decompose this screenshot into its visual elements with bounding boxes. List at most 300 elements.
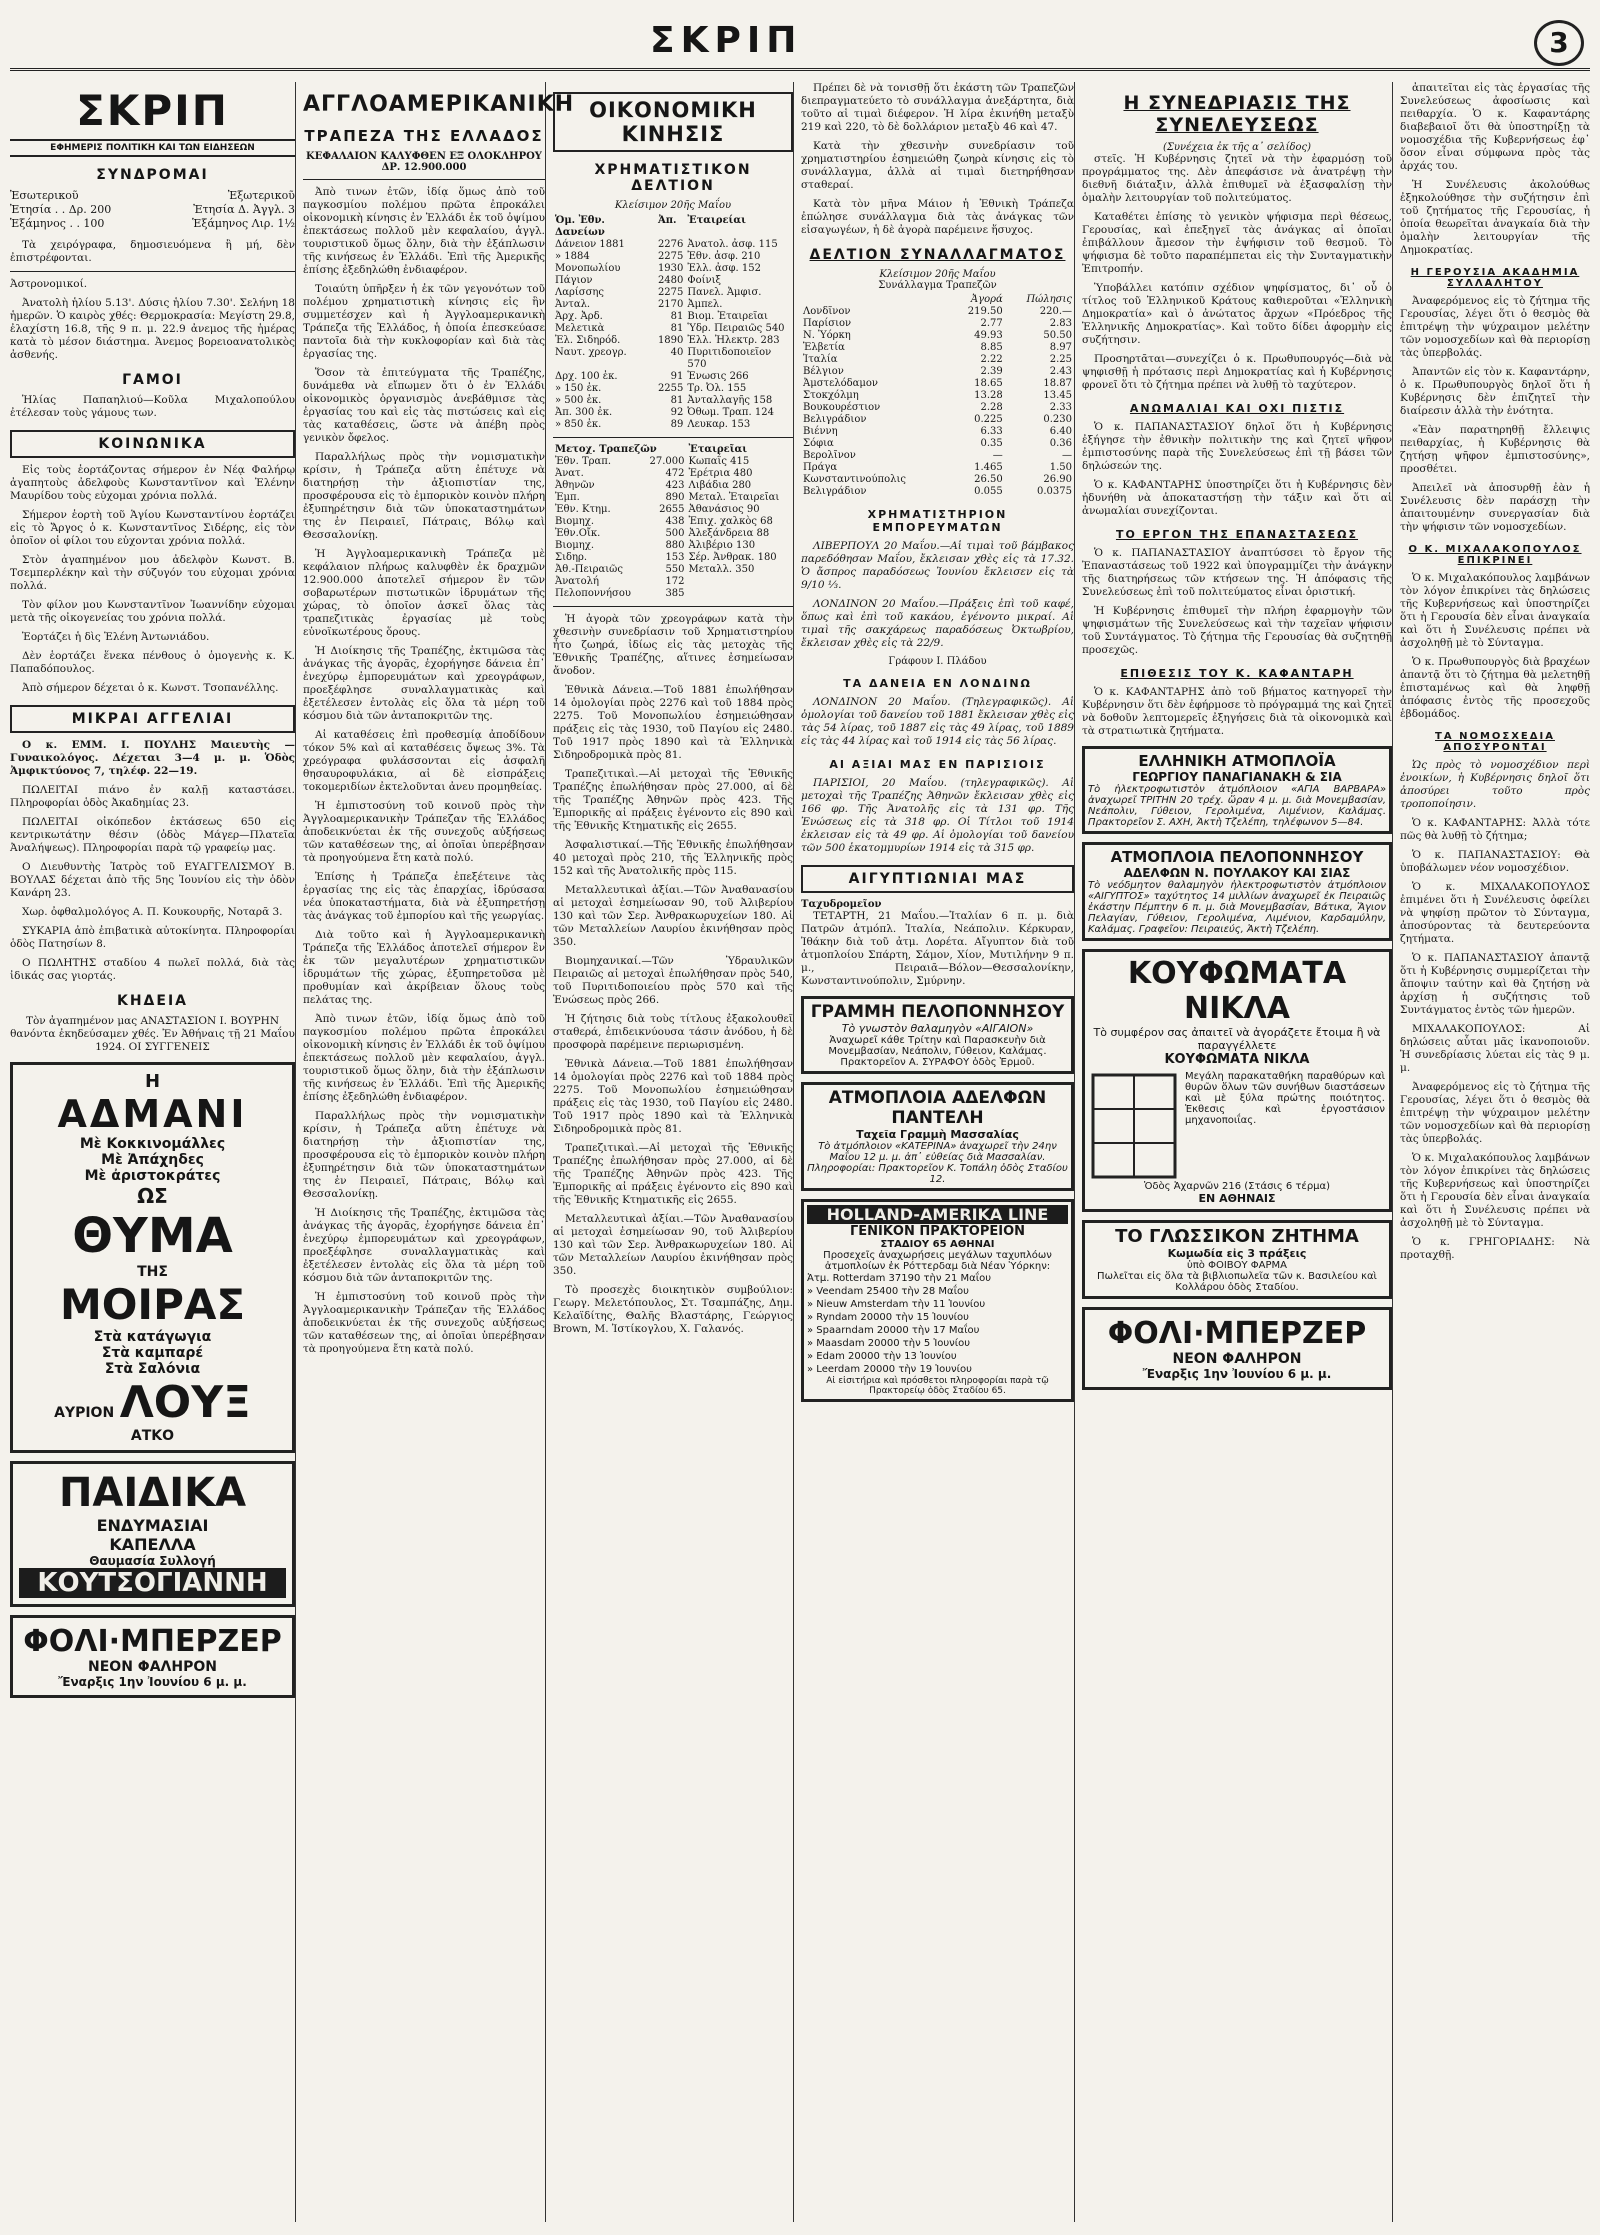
exchange-subtitle: Συνάλλαγμα Τραπεζῶν (878, 280, 997, 291)
table-cell: 385 (665, 588, 685, 599)
divider (10, 271, 295, 272)
masthead: ΣΚΡΙΠ (76, 86, 229, 135)
sailing-row: Ἀτμ. Rotterdam 37190 τὴν 21 Μαΐου (807, 1273, 992, 1284)
subscription-row: Ἐτησία . . Δρ. 200 Ἐτησία Δ. Ἀγγλ. 3 (10, 203, 295, 216)
exchange-row (801, 378, 1074, 390)
bulletin-title: ΧΡΗΜΑΤΙΣΤΙΚΟΝ ΔΕΛΤΙΟΝ (594, 162, 752, 194)
table-cell: Ναυτ. χρεογρ. (555, 347, 627, 358)
exchange-paragraph: Κατὰ τὸν μῆνα Μάιον ἡ Ἐθνικὴ Τράπεζα ἐπώλησε συνάλλαγμα διὰ τὰς ἀνάγκας τῶν εἰσαγωγέων, ἡ δὲ ἀγορὰ παρέμεινε ἥσυχος. (801, 198, 1074, 236)
table-cell: 8.97 (1049, 342, 1072, 353)
social-paragraph: Τὸν φίλον μου Κωνσταντῖνον Ἰωαννίδην εὐχομαι μετὰ τῆς οἰκογενείας του χρόνια πολλά. (10, 599, 295, 624)
exchange-row (801, 366, 1074, 378)
assembly-paragraph: Ὁ κ. ΚΑΦΑΝΤΑΡΗΣ: Ἀλλὰ τότε πῶς θὰ λυθῇ τὸ ζήτημα; (1400, 817, 1590, 842)
table-cell: 2.25 (1049, 354, 1072, 365)
market-paragraph: Ἀσφαλιστικαί.—Τῆς Ἐθνικῆς ἐπωλήθησαν 40 μετοχαὶ πρὸς 210, τῆς Ἑλληνικῆς πρὸς 152 καὶ τῆς Ἀνατολικῆς πρὸς 115. (553, 839, 793, 877)
assembly-paragraph: Ὁ κ. Πρωθυπουργὸς διὰ βραχέων ἀπαντᾷ ὅτι τὸ ζήτημα θὰ μελετηθῇ ἐπισταμένως καὶ θὰ ληφθῇ ἀπόφασις ἐντὸς τῆς προσεχοῦς ἑβδομάδος. (1400, 656, 1590, 720)
table-cell: Μεταλ. Ἐταιρεῖαι (688, 492, 780, 503)
bank-stock-row (553, 552, 793, 564)
table-cell: 2276 (657, 239, 684, 250)
assembly-paragraph: Ἡ Κυβέρνησις ἐπιθυμεῖ τὴν πλήρη ἐφαρμογὴν τῶν ψηφισμάτων τῆς Συνελεύσεως καὶ τὴν ταχεῖαν ψήφισιν τοῦ Συντάγματος. Τὸ ζήτημα τῆς Γερουσίας θὰ συζητηθῇ προσεχῶς. (1082, 605, 1392, 656)
marriages-title: ΓΑΜΟΙ (122, 372, 183, 388)
assembly-paragraph: ἀπαιτεῖται εἰς τὰς ἐργασίας τῆς Συνελεύσεως ἀφοσίωσις καὶ πειθαρχία. Ὁ κ. Καφαντάρης διαβεβαιοῖ ὅτι θὰ ὑποστηρίξῃ τὰ νομοσχέδια τῆς Κυβερνήσεως ἐφ᾽ ὅσον εἶναι σύμφωνα πρὸς τὰς ἀρχάς του. (1400, 82, 1590, 172)
table-cell: 500 (665, 528, 685, 539)
bank-stock-row (553, 516, 793, 528)
table-cell: Βιομ. Ἐταιρεῖαι (687, 311, 768, 322)
continued-note: (Συνέχεια ἐκ τῆς α᾽ σελίδος) (1162, 142, 1312, 153)
social-paragraph: Ἀπὸ σήμερον δέχεται ὁ κ. Κωνστ. Τσοπανέλλης. (22, 682, 279, 694)
table-cell: 92 (670, 407, 684, 418)
column-6 (1400, 82, 1590, 2222)
holland-america-ad: HOLLAND-AMERIKA LINE ΓΕΝΙΚΟΝ ΠΡΑΚΤΟΡΕΙΟΝ ΣΤΑΔΙΟΥ 65 ΑΘΗΝΑΙ Προσεχεῖς ἀναχωρήσεις μεγάλων ταχυπλόων ἀτμοπλοίων ἐκ Ρόττερδαμ διὰ Νέαν Ὑόρκην: Ἀτμ. Rotterdam 37190 τὴν 21 Μαΐου » Veendam 25400 τὴν 28 Μαΐου » Nieuw Amsterdam τὴν 11 Ἰουνίου » Ryndam 20000 τὴν 15 Ἰουνίου » Spaarndam 20000 τὴν 17 Μαΐου » Maasdam 20000 τὴν 5 Ἰουνίου » Edam 20000 τὴν 13 Ἰουνίου » Leerdam 20000 τὴν 19 Ἰουνίου Αἱ εἰσιτήρια καὶ πρόσθετοι πληροφορίαι παρὰ τῷ Πρακτορείῳ ὁδὸς Σταδίου 65. (801, 1199, 1074, 1402)
exchange-row (801, 306, 1074, 318)
assembly-paragraph: ΜΙΧΑΛΑΚΟΠΟΥΛΟΣ: Αἱ δηλώσεις αὗται μᾶς ἱκανοποιοῦν. Ἡ συνεδρίασις λύεται εἰς τὰς 9 μ. μ. (1400, 1023, 1590, 1074)
market-paragraph: Βιομηχανικαί.—Τῶν Ὑδραυλικῶν Πειραιῶς αἱ μετοχαὶ ἐπωλήθησαν πρὸς 540, τοῦ Πυριτιδοποιείου πρὸς 570 καὶ τῆς Ἑνώσεως πρὸς 266. (553, 955, 793, 1006)
loan-row (553, 323, 793, 335)
table-cell: 1.50 (1049, 462, 1072, 473)
divider (553, 437, 793, 438)
table-cell: 890 (665, 492, 685, 503)
table-cell: 0.35 (980, 438, 1003, 449)
table-cell: 81 (670, 323, 684, 334)
market-paragraph: Τραπεζιτικαὶ.—Αἱ μετοχαὶ τῆς Ἐθνικῆς Τραπέζης ἐπωλήθησαν πρὸς 27.000, αἱ δὲ τῆς Τραπέζης Ἀθηνῶν πρὸς 423. Τῆς Ἐμπορικῆς αἱ πράξεις ἐγένοντο εἰς 890 καὶ τῆς Ἐθνικῆς Κτηματικῆς εἰς 2655. (553, 1142, 793, 1206)
table-cell: Στοκχόλμη (803, 390, 859, 401)
table-cell: Ἑλβετία (803, 342, 845, 353)
assembly-paragraph: Ὁ κ. ΠΑΠΑΝΑΣΤΑΣΙΟΥ: Θὰ ὑποβάλωμεν νέον νομοσχέδιον. (1400, 849, 1590, 874)
funeral-title: ΚΗΔΕΙΑ (116, 993, 188, 1009)
social-paragraph: Σήμερον ἑορτὴ τοῦ Ἁγίου Κωνσταντίνου ἑορτάζει εἰς τὸ Ἄργος ὁ κ. Κωνσταντῖνος Σιδέρης, εἰς τὸν ὁποῖον οἱ φίλοι του εὐχονται χρόνια πολλά. (10, 509, 295, 547)
social-paragraph: Ἑορτάζει ἡ δὶς Ἑλένη Ἀντωνιάδου. (22, 631, 210, 643)
table-cell: 50.50 (1043, 330, 1072, 341)
market-paragraph: Μεταλλευτικαὶ ἀξίαι.—Τῶν Ἀναθανασίου αἱ μετοχαὶ ἐσημείωσαν 90, τοῦ Ἀλιβερίου 130 καὶ τῶν Σερ. Ἀνθρακωρυχείων 180. Αἱ τῶν Μεταλλείων Λαυρίου ἐκινήθησαν πρὸς 350. (553, 1213, 793, 1277)
assembly-paragraph: στεῖς. Ἡ Κυβέρνησις ζητεῖ νὰ τὴν ἐφαρμόσῃ τοῦ προγράμματος της. Δὲν ἀπεφάσισε νὰ ἀνατρέψῃ τὴν διεθνῆ διάταξιν, ἀλλὰ ἐπιθυμεῖ νὰ ἐξασφαλίσῃ τὴν ὁμαλὴν λειτουργίαν τοῦ πολιτεύματος. (1082, 153, 1392, 204)
column-5 (1082, 82, 1393, 2222)
table-cell: Ἐπιχ. χαλκὸς 68 (688, 516, 773, 527)
table-cell: Ἀνατ. (555, 468, 584, 479)
weather-label: Ἀστρονομικοί. (10, 278, 88, 290)
commodities-paragraph: ΛΙΒΕΡΠΟΥΛ 20 Μαΐου.—Αἱ τιμαὶ τοῦ βάμβακος παρεδόθησαν Μαΐου, ἔκλεισαν χθὲς εἰς τὰ 17.32. Ὁ ἄσπρος παραδόσεως Ἰουνίου ἔκλεισεν εἰς τὰ 9/10 ⅓. (801, 540, 1074, 591)
assembly-paragraph: Ἀναφερόμενος εἰς τὸ ζήτημα τῆς Γερουσίας, λέγει ὅτι ὁ θεσμὸς θὰ ἐπιτρέψῃ τὴν ψύχραιμον μελέτην τῶν νομοσχεδίων καὶ θὰ περιορίσῃ τὰς ὑπερβολάς. (1400, 295, 1590, 359)
commodities-title: ΧΡΗΜΑΤΙΣΤΗΡΙΟΝ ΕΜΠΟΡΕΥΜΑΤΩΝ (867, 508, 1008, 534)
sailing-row: » Spaarndam 20000 τὴν 17 Μαΐου (807, 1325, 980, 1336)
bank-paragraph: Ἡ ἐμπιστοσύνη τοῦ κοινοῦ πρὸς τὴν Ἀγγλοαμερικανικὴν Τράπεζαν τῆς Ἑλλάδος ἀποδεικνύεται ἐκ τῆς συνεχοῦς αὐξήσεως τῶν καταθέσεων της, αἱ ὁποῖαι ὑπερέβησαν τὰ προηγούμενα ἔτη κατὰ πολύ. (303, 1291, 545, 1355)
table-cell: Ἀνταλ. (555, 299, 591, 310)
table-cell: Ἐθν.Οἴκ. (555, 528, 601, 539)
table-cell: Βουκουρέστιον (803, 402, 881, 413)
exchange-row (801, 342, 1074, 354)
loan-row (553, 419, 793, 431)
table-cell: Παρίσιον (803, 318, 852, 329)
table-cell: » 1884 (555, 251, 590, 262)
table-cell: Δάνειον 1881 (555, 239, 625, 250)
table-cell: Λιβάδια 280 (688, 480, 752, 491)
subscriptions-title: ΣΥΝΔΡΟΜΑΙ (96, 167, 209, 183)
table-cell: Ἀθανάσιος 90 (688, 504, 760, 515)
divider (303, 179, 545, 180)
bank-stock-row (553, 504, 793, 516)
divider (553, 606, 793, 607)
sailing-row: » Maasdam 20000 τὴν 5 Ἰουνίου (807, 1338, 971, 1349)
assembly-paragraph: Ὁ κ. Μιχαλακόπουλος λαμβάνων τὸν λόγον ἐπικρίνει τὰς δηλώσεις τῆς Κυβερνήσεως καὶ ὑποστηρίζει ὅτι ἡ Γερουσία δὲν εἶναι ἀναγκαία καὶ ὅτι ἡ Συνέλευσις πρέπει νὰ ἀσχοληθῇ μὲ τὸ Σύνταγμα. (1400, 572, 1590, 649)
commodities-paragraph: ΛΟΝΔΙΝΟΝ 20 Μαΐου.—Πράξεις ἐπὶ τοῦ καφέ, ὅπως καὶ ἐπὶ τοῦ κακάου, ἐγένοντο μικραί. Αἱ τιμαὶ τῆς σακχάρεως παραδόσεως Ὀκτωβρίου, ἔκλεισαν χθὲς εἰς τὰ 22/9. (801, 598, 1074, 649)
header-paper-name: ΣΚΡΙΠ (650, 20, 803, 61)
assembly-title: Η ΣΥΝΕΔΡΙΑΣΙΣ ΤΗΣ ΣΥΝΕΛΕΥΣΕΩΣ (1123, 92, 1351, 136)
assembly-paragraph: Ὁ κ. ΜΙΧΑΛΑΚΟΠΟΥΛΟΣ ἐπιμένει ὅτι ἡ Συνέλευσις ὀφείλει νὰ ψηφίσῃ πρῶτον τὸ Σύνταγμα, ἀποσύροντας τὰ δευτερεύοντα ζητήματα. (1400, 881, 1590, 945)
loan-row (553, 287, 793, 299)
loan-row (553, 371, 793, 383)
bank-stock-row (553, 564, 793, 576)
table-cell: 2.83 (1049, 318, 1072, 329)
table-cell: Ἀνταλλαγῆς 158 (687, 395, 773, 406)
table-cell: 18.65 (974, 378, 1003, 389)
small-ad: Ο ΠΩΛΗΤΗΣ σταδίου 4 πωλεῖ πολλά, διὰ τὰς ἰδικάς σας γιορτάς. (10, 957, 295, 982)
panagianakis-shipping-ad: ΕΛΛΗΝΙΚΗ ΑΤΜΟΠΛΟΪΑ ΓΕΩΡΓΙΟΥ ΠΑΝΑΓΙΑΝΑΚΗ & ΣΙΑ Τὸ ἠλεκτροφωτιστὸν ἀτμόπλοιον «ΑΓΙΑ ΒΑΡΒΑΡΑ» ἀναχωρεῖ ΤΡΙΤΗΝ 20 τρέχ. ὥραν 4 μ. μ. διὰ Μονεμβασίαν, Νεάπολιν, Γύθειον, Γερολιμένα, Λιμένιον, Καλάμας. Πρακτορεῖον Σ. ΑΧΗ, Ἀκτὴ Τζελέπη, τηλέφωνον 5—84. (1082, 746, 1392, 834)
table-cell: Σόφια (803, 438, 834, 449)
loans-table (553, 215, 793, 431)
bank-stock-row (553, 480, 793, 492)
subsection-title: Η ΓΕΡΟΥΣΙΑ ΑΚΑΔΗΜΙΑ ΣΥΛΛΑΛΗΤΟΥ (1410, 267, 1580, 289)
assembly-paragraph: Ὡς πρὸς τὸ νομοσχέδιον περὶ ἐνοικίων, ἡ Κυβέρνησις δηλοῖ ὅτι ἀποσύρει τοῦτο πρὸς τροποποίησιν. (1400, 759, 1590, 810)
table-cell (687, 588, 793, 600)
bank-capital: ΚΕΦΑΛΑΙΟΝ ΚΑΛΥΦΘΕΝ ΕΞ ΟΛΟΚΛΗΡΟΥ ΔΡ. 12.900.000 (306, 151, 542, 173)
london-loans-text: ΛΟΝΔΙΝΟΝ 20 Μαΐου. (Τηλεγραφικῶς). Αἱ ὁμολογίαι τοῦ δανείου τοῦ 1881 ἔκλεισαν χθὲς εἰς τὰς 54 λίρας, τοῦ 1887 εἰς τὰς 49 λίρας, τοῦ 1889 εἰς τὰς 44 λίρας καὶ τοῦ 1914 εἰς τὰς 56 λίρας. (801, 696, 1074, 747)
language-question-ad: ΤΟ ΓΛΩΣΣΙΚΟΝ ΖΗΤΗΜΑ Κωμωδία εἰς 3 πράξεις ὑπὸ ΦΟΙΒΟΥ ΦΑΡΜΑ Πωλεῖται εἰς ὅλα τὰ βιβλιοπωλεῖα τῶν κ. Βασιλείου καὶ Κολλάρου ὁδὸς Σταδίου. (1082, 1220, 1392, 1299)
table-cell: 1890 (657, 335, 684, 346)
market-paragraph: Ἡ ζήτησις διὰ τοὺς τίτλους ἐξακολουθεῖ σταθερά, ἐπιδεικνύουσα τάσιν ἀνόδου, ἡ δὲ προσφορὰ παρέμεινε περιωρισμένη. (553, 1013, 793, 1051)
exchange-row (801, 462, 1074, 474)
assembly-paragraph: Ὁ κ. ΚΑΦΑΝΤΑΡΗΣ ἀπὸ τοῦ βήματος κατηγορεῖ τὴν Κυβέρνησιν ὅτι δὲν ἐφήρμοσε τὸ πρόγραμμά της καὶ ζητεῖ νὰ δοθοῦν λεπτομερεῖς ἐξηγήσεις διὰ τὰ οἰκονομικὰ καὶ τὰ στρατιωτικὰ ζητήματα. (1082, 686, 1392, 737)
bank-stock-row (553, 528, 793, 540)
table-cell: Σέρ. Ἀνθρακ. 180 (688, 552, 777, 563)
social-paragraph: Δὲν ἑορτάζει ἕνεκα πένθους ὁ ὁμογενὴς κ. Κ. Παπαδόπουλος. (10, 650, 295, 675)
table-cell: Ἀθ.-Πειραιῶς (555, 564, 623, 575)
table-cell: Ἀλιβέριο 130 (688, 540, 756, 551)
paris-text: ΠΑΡΙΣΙΟΙ, 20 Μαΐου. (τηλεγραφικῶς). Αἱ μετοχαὶ τῆς Τραπέζης Ἀθηνῶν ἔκλεισαν χθὲς εἰς 166 φρ. Τῆς Ἀνατολῆς εἰς τὰ 131 φρ. Τῆς Ἐνώσεως εἰς τὰ 318 φρ. Οἱ Τίτλοι τοῦ 1914 ἐκλεισαν εἰς τὰ 49 φρ. Αἱ ὁμολογίαι τοῦ δανείου τῶν 500 ἑκατομμυρίων 1914 εἰς τὰ 315 φρ. (801, 777, 1074, 854)
marriages-text: Ἡλίας Παπαηλιού—Κοῦλα Μιχαλοπούλου ἐτέλεσαν τοὺς γάμους των. (10, 394, 295, 419)
bank-paragraph: Ἡ ἐμπιστοσύνη τοῦ κοινοῦ πρὸς τὴν Ἀγγλοαμερικανικὴν Τράπεζαν τῆς Ἑλλάδος ἀποδεικνύεται ἐκ τῆς συνεχοῦς αὐξήσεως τῶν καταθέσεων της, αἱ ὁποῖαι ὑπερέβησαν τὰ προηγούμενα ἔτη κατὰ πολύ. (303, 800, 545, 864)
table-cell: 2.22 (980, 354, 1003, 365)
loan-row (553, 251, 793, 263)
bank-paragraph: Διὰ τοῦτο καὶ ἡ Ἀγγλοαμερικανικὴ Τράπεζα τῆς Ἑλλάδος ἀποτελεῖ σήμερον ἓν ἐκ τῶν μεγαλυτέρων χρηματιστικῶν ἱδρυμάτων τῆς χώρας, ἐξυπηρετοῦσα μὲ προθυμίαν καὶ ἀκρίβειαν ὅλους τοὺς πελάτας της. (303, 929, 545, 1006)
table-cell: Ἀρχ. Ἀρδ. (555, 311, 603, 322)
table-cell: Λονδῖνον (803, 306, 851, 317)
paris-title: ΑΙ ΑΞΙΑΙ ΜΑΣ ΕΝ ΠΑΡΙΣΙΟΙΣ (829, 758, 1046, 771)
sailing-row: » Veendam 25400 τὴν 28 Μαΐου (807, 1286, 969, 1297)
table-cell: 472 (665, 468, 685, 479)
table-cell: Ἐθν. Κτημ. (555, 504, 611, 515)
author-line: Γράφουν Ι. Πλάδου (888, 656, 987, 667)
table-cell: Ἀμπελ. (687, 299, 723, 310)
table-cell: 13.28 (974, 390, 1003, 401)
small-ad: ΠΩΛΕΙΤΑΙ οἰκόπεδον ἐκτάσεως 650 εἰς κεντρικωτάτην θέσιν (ὁδὸς Μάγερ—Πλατεῖα Ἀναλήψεως). Πληροφορίαι παρὰ τῷ γραφείῳ μας. (10, 816, 295, 854)
nikla-frames-ad: ΚΟΥΦΩΜΑΤΑ ΝΙΚΛΑ Τὸ συμφέρον σας ἀπαιτεῖ νὰ ἀγοράζετε ἔτοιμα ἢ νὰ παραγγέλλετε ΚΟΥΦΩΜΑΤΑ ΝΙΚΛΑ Μεγάλη παρακαταθήκη παραθύρων καὶ θυρῶν ὅλων τῶν συνήθων διαστάσεων καὶ μὲ ξύλα πρώτης ποιότητος. Ἐκθεσις καὶ ἐργοστάσιον μηχανοποιΐας. Ὁδὸς Ἀχαρνῶν 216 (Στάσις 6 τέρμα) ΕΝ ΑΘΗΝΑΙΣ (1082, 949, 1392, 1212)
table-cell: 0.0375 (1037, 486, 1072, 497)
exchange-paragraph: Πρέπει δὲ νὰ τονισθῇ ὅτι ἐκάστη τῶν Τραπεζῶν διεπραγματεύετο τὸ συνάλλαγμα ἀνεξάρτητα, διὰ τοῦτο αἱ τιμαὶ διέφερον. Ἡ λίρα ἐκινήθη μεταξὺ 219 καὶ 220, τὸ δὲ δολλάριον μεταξὺ 46 καὶ 47. (801, 82, 1074, 133)
sailing-row: » Nieuw Amsterdam τὴν 11 Ἰουνίου (807, 1299, 986, 1310)
table-cell: — (1062, 450, 1072, 461)
table-cell: 26.50 (974, 474, 1003, 485)
market-paragraph: Ἐθνικὰ Δάνεια.—Τοῦ 1881 ἐπωλήθησαν 14 ὁμολογίαι πρὸς 2276 καὶ τοῦ 1884 πρὸς 2275. Τοῦ Μονοπωλίου ἐσημειώθησαν πράξεις εἰς τὰς 1930, τοῦ Παγίου εἰς 2480. Τοῦ 1917 πρὸς 1890 καὶ τὰ Ἐλληνικὰ Σιδηροδρομικὰ πρὸς 81. (553, 1058, 793, 1135)
folies-bergere-ad-2: ΦΟΛΙ·ΜΠΕΡΖΕΡ ΝΕΟΝ ΦΑΛΗΡΟΝ Ἔναρξις 1ην Ἰουνίου 6 μ. μ. (1082, 1307, 1392, 1390)
table-header-row: Μετοχ. Τραπεζῶν Ἐταιρεῖαι (555, 444, 748, 455)
table-cell: Ἑνωσις 266 (687, 371, 749, 382)
table-cell: Ἀμστελόδαμον (803, 378, 878, 389)
sailing-row: » Edam 20000 τὴν 13 Ἰουνίου (807, 1351, 957, 1362)
table-cell: 2480 (657, 275, 684, 286)
bank-paragraph: Ἐπίσης ἡ Τράπεζα ἐπεξέτεινε τὰς ἐργασίας της εἰς τὰς ἐπαρχίας, ἱδρύσασα νέα ὑποκαταστήματα, διὰ νὰ ἐξυπηρετήσῃ τὰς ἀνάγκας τοῦ ἐμπορίου καὶ τῆς γεωργίας. (303, 871, 545, 922)
table-cell: Ἰταλία (803, 354, 838, 365)
table-cell: 1930 (657, 263, 684, 274)
bank-paragraph: Ἡ Διοίκησις τῆς Τραπέζης, ἐκτιμῶσα τὰς ἀνάγκας τῆς ἀγορᾶς, ἐχορήγησε δάνεια ἐπ᾽ ἐνεχύρῳ ἐμπορευμάτων καὶ χρεογράφων, προεξέφλησε συναλλαγματικὰς καὶ ἐξετέλεσεν ἐντολὰς εἰς ὅλα τὰ μέρη τοῦ κόσμου διὰ τῶν ἀνταποκριτῶν της. (303, 1207, 545, 1284)
small-ads-title: ΜΙΚΡΑΙ ΑΓΓΕΛΙΑΙ (10, 705, 295, 733)
exchange-row (801, 486, 1074, 498)
market-paragraph: Μεταλλευτικαὶ ἀξίαι.—Τῶν Ἀναθανασίου αἱ μετοχαὶ ἐσημείωσαν 90, τοῦ Ἀλιβερίου 130 καὶ τῶν Σερ. Ἀνθρακωρυχείων 180. Αἱ τῶν Μεταλλείων Λαυρίου ἐκινήθησαν πρὸς 350. (553, 884, 793, 948)
assembly-paragraph: Ὁ κ. ΠΑΠΑΝΑΣΤΑΣΙΟΥ ἀναπτύσσει τὸ ἔργον τῆς Ἐπαναστάσεως τοῦ 1922 καὶ ὑπογραμμίζει τὴν ἀνάγκην τῆς διατηρήσεως τῶν κτήσεων της. Ἡ ἀπόφασις τῆς Συνελεύσεως ἐπὶ τοῦ πολιτεύματος εἶναι ὁριστική. (1082, 547, 1392, 598)
table-cell: 2.28 (980, 402, 1003, 413)
table-cell: 2.39 (980, 366, 1003, 377)
kids-clothing-ad: ΠΑΙΔΙΚΑ ΕΝΔΥΜΑΣΙΑΙ ΚΑΠΕΛΛΑ Θαυμασία Συλλογή ΚΟΥΤΣΟΓΙΑΝΝΗ (10, 1461, 295, 1607)
small-ad: ΠΩΛΕΙΤΑΙ πιάνο ἐν καλῇ καταστάσει. Πληροφορίαι ὁδὸς Ἀκαδημίας 23. (10, 784, 295, 809)
table-cell: Δρχ. 100 ἐκ. (555, 371, 618, 382)
bank-stock-row (553, 468, 793, 480)
exchange-table (801, 294, 1074, 498)
assembly-paragraph: Προσηρτᾶται—συνεχίζει ὁ κ. Πρωθυπουργός—διὰ νὰ ψηφισθῇ ἡ πρότασις περὶ Δημοκρατίας καὶ ἡ Κυβέρνησις φρονεῖ ὅτι τὸ ζήτημα πρέπει νὰ λυθῇ τὸ ταχύτερον. (1082, 353, 1392, 391)
table-cell: Ν. Ὑόρκη (803, 330, 851, 341)
loan-row (553, 407, 793, 419)
poulakos-shipping-ad: ΑΤΜΟΠΛΟΙΑ ΠΕΛΟΠΟΝΝΗΣΟΥ ΑΔΕΛΦΩΝ Ν. ΠΟΥΛΑΚΟΥ ΚΑΙ ΣΙΑΣ Τὸ νεόδμητον θαλαμηγὸν ἠλεκτροφωτιστὸν ἀτμόπλοιον «ΑΙΓΥΠΤΟΣ» ταχύτητος 14 μιλλίων ἀναχωρεῖ ἐκ Πειραιῶς ἑκάστην Πέμπτην 6 π. μ. διὰ Μονεμβασίαν, Βάτικα, Ἅγιον Πελαγίαν, Γύθειον, Γερολιμένα, Λιμένιον, Καρδαμύλην, Καλάμας. Γραφεῖον: Πειραιεύς, Ἀκτὴ Τζελέπη. (1082, 842, 1392, 941)
table-cell: 172 (665, 576, 685, 587)
table-cell: Βελιγράδιον (803, 414, 867, 425)
table-cell: Μονοπωλίου (555, 263, 621, 274)
market-paragraph: Ἡ ἀγορὰ τῶν χρεογράφων κατὰ τὴν χθεσινὴν συνεδρίασιν τοῦ Χρηματιστηρίου ἦτο ζωηρά, ἰδίως εἰς τὰς μετοχὰς τῆς Ἐθνικῆς Τραπέζης, αἵτινες ἐσημείωσαν ἄνοδον. (553, 613, 793, 677)
subscription-row: Ἐσωτερικοῦ Ἐξωτερικοῦ (10, 189, 295, 202)
subsection-title: Ο Κ. ΜΙΧΑΛΑΚΟΠΟΥΛΟΣ ΕΠΙΚΡΙΝΕΙ (1408, 544, 1582, 566)
bank-paragraph: Ἀπὸ τινων ἐτῶν, ἰδίᾳ ὅμως ἀπὸ τοῦ παγκοσμίου πολέμου πρῶτα ἐπροκάλει οἰκονομικὴ κίνησις ἐν Ἑλλάδι ἐκ τοῦ ὀψίμου ἐπεκτάσεως πολλοῦ μὲν κεφαλαίου, ἀγγλ. τουριστικοῦ ὅμως ὅλην, διὰ τὴν ἐξάπλωσιν τῆς κινήσεως ἐν Ἑλλάδι. Ἐπὶ τῆς Ἀμερικῆς ἐπίσης ἐξεδηλώθη ἐνδιαφέρον. (303, 186, 545, 276)
table-header-row: Ὁμ. Ἐθν. Δανείων Ἀπ. Ἐταιρείαι (555, 215, 746, 238)
loan-row (553, 395, 793, 407)
table-header-row: Ἀγορά Πώλησις (970, 294, 1072, 305)
table-cell: Φοίνιξ (687, 275, 722, 286)
table-cell: 550 (665, 564, 685, 575)
loan-row (553, 335, 793, 347)
table-cell: » 150 ἐκ. (555, 383, 602, 394)
assembly-paragraph: Ἀναφερόμενος εἰς τὸ ζήτημα τῆς Γερουσίας, λέγει ὅτι ὁ θεσμὸς θὰ ἐπιτρέψῃ τὴν ψύχραιμον μελέτην τῶν νομοσχεδίων καὶ θὰ περιορίσῃ τὰς ὑπερβολάς. (1400, 1081, 1590, 1145)
subscription-row: Ἑξάμηνος . . 100 Ἑξάμηνος Λιρ. 1½ (10, 217, 295, 230)
table-cell: 81 (670, 311, 684, 322)
table-cell: Πελοποννήσου (555, 588, 631, 599)
table-cell: 0.055 (974, 486, 1003, 497)
column-3 (553, 82, 794, 2222)
subsection-title: ΕΠΙΘΕΣΙΣ ΤΟΥ Κ. ΚΑΦΑΝΤΑΡΗ (1120, 667, 1354, 680)
table-cell: » 850 ἐκ. (555, 419, 602, 430)
page-header (10, 20, 1590, 71)
bank-paragraph: Ἡ Διοίκησις τῆς Τραπέζης, ἐκτιμῶσα τὰς ἀνάγκας τῆς ἀγορᾶς, ἐχορήγησε δάνεια ἐπ᾽ ἐνεχύρῳ ἐμπορευμάτων καὶ χρεογράφων, προεξέφλησε συναλλαγματικὰς καὶ ἐξετέλεσεν ἐντολὰς εἰς ὅλα τὰ μέρη τοῦ κόσμου διὰ τῶν ἀνταποκριτῶν της. (303, 645, 545, 722)
table-cell: 2275 (657, 251, 684, 262)
assembly-paragraph: Καταθέτει ἐπίσης τὸ γενικὸν ψήφισμα περὶ θέσεως, Γερουσίας, καὶ ἐπεξηγεῖ τὰς ἀνάγκας αἱ ὁποῖαι ἐπιβάλλουν ἄμεσον τὴν ἐψήφισιν τοῦ θεσμοῦ. Τὸ ψήφισμα δὲ τοῦτο παραπέμπεται εἰς τὴν Συνταγματικὴν Ἐπιτροπήν. (1082, 211, 1392, 275)
table-cell: Πυριτιδοποιεῖον 570 (687, 347, 772, 370)
assembly-paragraph: Ἀπειλεῖ νὰ ἀποσυρθῇ ἐὰν ἡ Συνέλευσις δὲν παράσχῃ τὴν ἀπαιτουμένην συνεργασίαν διὰ τὴν ψήφισιν τῶν νομοσχεδίων. (1400, 482, 1590, 533)
table-cell: 81 (670, 395, 684, 406)
sailing-row: » Ryndam 20000 τὴν 15 Ἰουνίου (807, 1312, 969, 1323)
exchange-title: ΔΕΛΤΙΟΝ ΣΥΝΑΛΛΑΓΜΑΤΟΣ (809, 247, 1066, 263)
loan-row (553, 383, 793, 395)
pantelis-ad: ΑΤΜΟΠΛΟΙΑ ΑΔΕΛΦΩΝ ΠΑΝΤΕΛΗ Ταχεῖα Γραμμὴ Μασσαλίας Τὸ ἀτμόπλοιον «ΚΑΤΕΡΙΝΑ» ἀναχωρεῖ τὴν 24ην Μαΐου 12 μ. μ. ἀπ᾽ εὐθείας διὰ Μασσαλίαν. Πληροφορίαι: Πρακτορεῖον Κ. Τοπάλη ὁδὸς Σταδίου 12. (801, 1082, 1074, 1191)
table-cell: Βέλγιον (803, 366, 844, 377)
table-cell: 91 (670, 371, 684, 382)
assembly-paragraph: Ὁ κ. ΠΑΠΑΝΑΣΤΑΣΙΟΥ ἀπαντᾷ ὅτι ἡ Κυβέρνησις συμμερίζεται τὴν ἄποψιν ταύτην καὶ θὰ ζητήσῃ νὰ ἀρχίσῃ ἡ συζήτησις τοῦ Συντάγματος ἐντὸς τῶν ἡμερῶν. (1400, 952, 1590, 1016)
subsection-title: ΑΝΩΜΑΛΙΑΙ ΚΑΙ ΟΧΙ ΠΙΣΤΙΣ (1129, 402, 1345, 415)
table-cell: — (992, 450, 1003, 461)
column-1 (10, 82, 296, 2222)
table-cell: Ἐθν. ἀσφ. 210 (687, 251, 761, 262)
bank-stocks-table (553, 444, 793, 600)
table-cell: 2.77 (980, 318, 1003, 329)
subsection-title: ΤΟ ΕΡΓΟΝ ΤΗΣ ΕΠΑΝΑΣΤΑΣΕΩΣ (1115, 528, 1359, 541)
small-ad: Ο Διευθυντὴς Ἰατρὸς τοῦ ΕΥΑΓΓΕΛΙΣΜΟΥ Β. ΒΟΥΛΑΣ δέχεται ἀπὸ τῆς 5ης Ἰουνίου εἰς τὴν ὁδὸν Κανάρη 23. (10, 861, 295, 899)
table-cell: Ἀνατολ. ἀσφ. 115 (687, 239, 778, 250)
table-cell: 2255 (657, 383, 684, 394)
table-cell: Ἀνατολή (555, 576, 599, 587)
exchange-paragraph: Κατὰ τὴν χθεσινὴν συνεδρίασιν τοῦ χρηματιστηρίου ἐσημειώθη ζωηρὰ κίνησις εἰς τὸ συνάλλαγμα, ἀλλὰ αἱ τιμαὶ διετηρήθησαν σταθεραί. (801, 140, 1074, 191)
table-cell: 2275 (657, 287, 684, 298)
subsection-title: ΤΑ ΝΟΜΟΣΧΕΔΙΑ ΑΠΟΣΥΡΟΝΤΑΙ (1435, 731, 1555, 753)
table-cell: 2.33 (1049, 402, 1072, 413)
bank-stock-row (553, 588, 793, 600)
table-cell: 40 (670, 347, 684, 358)
exchange-row (801, 450, 1074, 462)
loan-row (553, 263, 793, 275)
table-cell: 219.50 (967, 306, 1003, 317)
bank-paragraph: Τοιαύτη ὑπῆρξεν ἡ ἐκ τῶν γεγονότων τοῦ πολέμου χρηματιστικὴ κίνησις εἰς ἣν συμμετέσχεν καὶ ἡ Ἀγγλοαμερικανικὴ Τράπεζα τῆς Ἑλλάδος, ἡ ὁποία ἐπεσκεύασε παντοῖα διὰ τὴν κυκλοφορίαν καὶ διὰ τὰς ἐργασίας της. (303, 283, 545, 360)
london-loans-title: ΤΑ ΔΑΝΕΙΑ ΕΝ ΛΟΝΔΙΝΩ (843, 677, 1032, 690)
exchange-date: Κλείσιμον 20ῆς Μαΐου (879, 269, 996, 280)
shipping-text: ΤΕΤΑΡΤΗ, 21 Μαΐου.—Ἰταλίαν 6 π. μ. διὰ Πατρῶν ἀτμόπλ. Ἰταλία, Νεάπολιν. Κέρκυραν, Ἰθάκην διὰ τοῦ ἀτμ. Λορέτα. Αἴγυπτον διὰ τοῦ ἀτμοπλοίου Σπάρτη, Σάμον, Χίον, Μυτιλήνην 9 π. μ., Πειραιᾶ—Βόλον—Θεσσαλονίκην, Κωνσταντινούπολιν, Σμύρνην. (801, 910, 1074, 987)
small-ad: ΣΥΚΑΡΙΑ ἀπὸ ἐπιβατικὰ αὐτοκίνητα. Πληροφορίαι ὁδὸς Πατησίων 8. (10, 925, 295, 950)
folies-bergere-ad: ΦΟΛΙ·ΜΠΕΡΖΕΡ ΝΕΟΝ ΦΑΛΗΡΟΝ Ἔναρξις 1ην Ἰουνίου 6 μ. μ. (10, 1615, 295, 1698)
weather-text: Ἀνατολὴ ἡλίου 5.13'. Δύσις ἡλίου 7.30'. Σελήνη 18 ἡμερῶν. Ὁ καιρὸς χθές: Θερμοκρασία: Μεγίστη 29.8, ἐλαχίστη 16.8, τῆς 9 π. μ. 22.9 ἀνεμος τῆς ἡμέρας κατὰ τὸ μέσον διάστημα. Ἀνεμος βορειοανατολικὸς ἀσθενής. (10, 297, 295, 361)
bank-paragraph: Ὅσον τὰ ἐπιτεύγματα τῆς Τραπέζης, δυνάμεθα νὰ εἴπωμεν ὅτι ὁ ἐν Ἑλλάδι οἰκονομικὸς ὀργανισμὸς ἀνεβάθμισε τὰς ἐργασίας του καὶ εἰς τὰς πιστώσεις καὶ εἰς τὰς καταθέσεις, ὥστε νὰ ἀπέβη πρὸς γενικὸν ὄφελος. (303, 367, 545, 444)
table-cell: 880 (665, 540, 685, 551)
table-cell: 27.000 (649, 456, 685, 467)
table-cell: 0.36 (1049, 438, 1072, 449)
table-cell: Ὑδρ. Πειραιῶς 540 (687, 323, 785, 334)
column-4 (801, 82, 1075, 2222)
assembly-paragraph: Ἡ Συνέλευσις ἀκολούθως ἐξηκολούθησε τὴν συζήτησιν ἐπὶ τοῦ ζητήματος τῆς Γερουσίας, ἡ ὁποία θεωρεῖται ἀναγκαία διὰ τὴν ὁμαλὴν λειτουργίαν τῆς Δημοκρατίας. (1400, 179, 1590, 256)
table-cell: 26.90 (1043, 474, 1072, 485)
cinema-ad: Η ΑΔΜΑΝΙ Μὲ Κοκκινομάλλες Μὲ Ἀπάχηδες Μὲ ἀριστοκράτες ΩΣ ΘΥΜΑ ΤΗΣ ΜΟΙΡΑΣ Στὰ κατάγωγια Στὰ καμπαρέ Στὰ Σαλόνια ΑΥΡΙΟΝ ΛΟΥΞ ΑΤΚΟ (10, 1062, 295, 1453)
table-cell: 1.465 (974, 462, 1003, 473)
economic-section-title: ΟΙΚΟΝΟΜΙΚΗ ΚΙΝΗΣΙΣ (553, 92, 793, 152)
exchange-row (801, 426, 1074, 438)
bank-subtitle: ΤΡΑΠΕΖΑ ΤΗΣ ΕΛΛΑΔΟΣ (304, 127, 544, 145)
social-paragraph: Εἰς τοὺς ἑορτάζοντας σήμερον ἐν Νέᾳ Φαλήρῳ ἀγαπητοὺς ἀδελφοὺς Κωνσταντῖνον καὶ Ἑλένην Μαυρίδου τοὺς εὐχομαι χρόνια πολλά. (10, 464, 295, 502)
bank-stock-row (553, 576, 793, 588)
nikla-description: Μεγάλη παρακαταθήκη παραθύρων καὶ θυρῶν ὅλων τῶν συνήθων διαστάσεων καὶ μὲ ξύλα πρώτης ποιότητος. Ἐκθεσις καὶ ἐργοστάσιον μηχανοποιΐας. (1185, 1071, 1385, 1126)
exchange-row (801, 390, 1074, 402)
table-cell: Ἀλεξάνδρεια 88 (688, 528, 770, 539)
shipping-subtitle: Ταχυδρομεῖον (801, 899, 882, 910)
table-cell: Ἐθν. Τραπ. (555, 456, 612, 467)
shipping-title: ΑΙΓΥΠΤΙΩΝΙΑΙ ΜΑΣ (801, 865, 1074, 893)
bank-stock-row (553, 456, 793, 468)
table-cell: Πράγα (803, 462, 838, 473)
bank-paragraph: Παραλλήλως πρὸς τὴν νομισματικὴν κρίσιν, ἡ Τράπεζα αὕτη ἐπέτυχε νὰ διατηρήσῃ τὴν ἀξιοπιστίαν της, προσφέρουσα εἰς τὸ ἐμπορικὸν κοινὸν πλήρη ἐξυπηρέτησιν διὰ τῶν ὑποκαταστημάτων της ἐν Πειραιεῖ, Πάτραις, Βόλῳ καὶ Θεσσαλονίκῃ. (303, 451, 545, 541)
bank-stock-row (553, 540, 793, 552)
table-cell: 0.225 (974, 414, 1003, 425)
table-cell: 6.33 (980, 426, 1003, 437)
table-cell: 8.85 (980, 342, 1003, 353)
table-cell: Βελιγράδιον (803, 486, 867, 497)
table-cell: Τρ. Ὀλ. 155 (687, 383, 747, 394)
assembly-paragraph: Ὁ κ. ΚΑΦΑΝΤΑΡΗΣ ὑποστηρίζει ὅτι ἡ Κυβέρνησις δὲν ἠδυνήθη νὰ ἀποκαταστήσῃ τὴν τάξιν καὶ ὅτι αἱ ἀνωμαλίαι συνεχίζονται. (1082, 479, 1392, 517)
table-cell: Βιομηχ. (555, 516, 595, 527)
exchange-row (801, 402, 1074, 414)
table-cell: Κωνσταντινούπολις (803, 474, 906, 485)
table-cell (687, 576, 793, 588)
table-cell: Βιομηχ. (555, 540, 595, 551)
assembly-paragraph: Ὑποβάλλει κατόπιν σχέδιον ψηφίσματος, δι᾽ οὗ ὁ τίτλος τοῦ Ἑλληνικοῦ Κράτους καθιεροῦται «Ἑλληνικὴ Δημοκρατία» καὶ ὁ ἀνώτατος ἄρχων «Πρόεδρος τῆς Ἑλληνικῆς Δημοκρατίας». Καὶ τοῦτο δίδει ἀφορμὴν εἰς συζήτησιν. (1082, 282, 1392, 346)
market-paragraph: Τὸ προσεχὲς διοικητικὸν συμβούλιον: Γεωργ. Μελετόπουλος, Στ. Τσαμπάζης, Δημ. Κελαϊδίτης, Θαλῆς Βλαστάρης, Γεώργιος Brown, Μ. Ἰστίκογλου, Χ. Γαλανός. (553, 1284, 793, 1335)
table-cell: 18.87 (1043, 378, 1072, 389)
bank-stock-row (553, 492, 793, 504)
small-ad: Ο κ. ΕΜΜ. Ι. ΠΟΥΛΗΣ Μαιευτὴς — Γυναικολόγος. Δέχεται 3—4 μ. μ. Ὁδὸς Ἀμφικτύονος 7, τηλέφ. 22—19. (10, 739, 295, 777)
table-cell: 89 (670, 419, 684, 430)
table-cell: 0.230 (1043, 414, 1072, 425)
exchange-row (801, 474, 1074, 486)
table-cell: 2655 (659, 504, 685, 515)
table-cell: Ἐλλ. ἀσφ. 152 (687, 263, 761, 274)
table-cell: » 500 ἐκ. (555, 395, 602, 406)
bank-title: ΑΓΓΛΟΑΜΕΡΙΚΑΝΙΚΗ (303, 92, 575, 117)
market-paragraph: Ἐθνικὰ Δάνεια.—Τοῦ 1881 ἐπωλήθησαν 14 ὁμολογίαι πρὸς 2276 καὶ τοῦ 1884 πρὸς 2275. Τοῦ Μονοπωλίου ἐσημειώθησαν πράξεις εἰς τὰς 1930, τοῦ Παγίου εἰς 2480. Τοῦ 1917 πρὸς 1890 καὶ τὰ Ἐλληνικὰ Σιδηροδρομικὰ πρὸς 81. (553, 684, 793, 761)
loan-row (553, 299, 793, 311)
table-cell: 6.40 (1049, 426, 1072, 437)
assembly-paragraph: «Ἐὰν παρατηρηθῇ ἔλλειψις πειθαρχίας, ἡ Κυβέρνησις θὰ ζητήσῃ ψῆφον ἐμπιστοσύνης», προσθέτει. (1400, 424, 1590, 475)
table-cell: Ἀπ. 300 ἐκ. (555, 407, 613, 418)
loan-row (553, 311, 793, 323)
table-cell: Ἐλλ. Ἠλεκτρ. 283 (687, 335, 780, 346)
table-cell: Ἐλ. Σιδηρόδ. (555, 335, 621, 346)
exchange-row (801, 330, 1074, 342)
bank-paragraph: Ἡ Ἀγγλοαμερικανικὴ Τράπεζα μὲ κεφάλαιον πλήρως καλυφθὲν ἐκ δραχμῶν 12.900.000 ἀποτελεῖ σήμερον ἓν τῶν σοβαρωτέρων πιστωτικῶν ἱδρυμάτων τῆς χώρας, τὸ ὁποῖον ἀσκεῖ ὅλας τὰς τραπεζιτικὰς ἐργασίας μὲ τοὺς εὐνοϊκωτέρους ὅρους. (303, 548, 545, 638)
assembly-paragraph: Ὁ κ. ΓΡΗΓΟΡΙΑΔΗΣ: Νὰ προταχθῇ. (1400, 1236, 1590, 1261)
page-number: 3 (1534, 20, 1584, 66)
table-cell: Κωπαΐς 415 (688, 456, 750, 467)
bank-paragraph: Ἀπὸ τινων ἐτῶν, ἰδίᾳ ὅμως ἀπὸ τοῦ παγκοσμίου πολέμου πρῶτα ἐπροκάλει οἰκονομικὴ κίνησις ἐν Ἑλλάδι ἐκ τοῦ ὀψίμου ἐπεκτάσεως πολλοῦ μὲν κεφαλαίου, ἀγγλ. τουριστικοῦ ὅμως ὅλην, διὰ τὴν ἐξάπλωσιν τῆς κινήσεως ἐν Ἑλλάδι. Ἐπὶ τῆς Ἀμερικῆς ἐπίσης ἐξεδηλώθη ἐνδιαφέρον. (303, 1013, 545, 1103)
exchange-row (801, 354, 1074, 366)
table-cell: Ἀθηνῶν (555, 480, 595, 491)
masthead-subtitle: ΕΦΗΜΕΡΙΣ ΠΟΛΙΤΙΚΗ ΚΑΙ ΤΩΝ ΕΙΔΗΣΕΩΝ (10, 139, 295, 157)
manuscripts-note: Τὰ χειρόγραφα, δημοσιευόμενα ἢ μή, δὲν ἐπιστρέφονται. (10, 239, 295, 264)
exchange-row (801, 438, 1074, 450)
sailing-row: » Leerdam 20000 τὴν 19 Ἰουνίου (807, 1364, 972, 1375)
table-cell: Ὀθωμ. Τραπ. 124 (687, 407, 774, 418)
table-cell: Βιέννη (803, 426, 838, 437)
table-cell: 438 (665, 516, 685, 527)
bank-paragraph: Παραλλήλως πρὸς τὴν νομισματικὴν κρίσιν, ἡ Τράπεζα αὕτη ἐπέτυχε νὰ διατηρήσῃ τὴν ἀξιοπιστίαν της, προσφέρουσα εἰς τὸ ἐμπορικὸν κοινὸν πλήρη ἐξυπηρέτησιν διὰ τῶν ὑποκαταστημάτων της ἐν Πειραιεῖ, Πάτραις, Βόλῳ καὶ Θεσσαλονίκῃ. (303, 1110, 545, 1200)
table-cell: Ἐμπ. (555, 492, 580, 503)
assembly-paragraph: Ἀπαντῶν εἰς τὸν κ. Καφαντάρην, ὁ κ. Πρωθυπουργὸς δηλοῖ ὅτι ἡ Κυβέρνησις δὲν ἐπιζητεῖ τὴν διαίρεσιν ἀλλὰ τὴν ἑνότητα. (1400, 366, 1590, 417)
table-cell: Σιδηρ. (555, 552, 588, 563)
funeral-text: Τὸν ἀγαπημένον μας ΑΝΑΣΤΑΣΙΟΝ Ι. ΒΟΥΡΗΝ θανόντα ἐκηδεύσαμεν χθές. Ἐν Ἀθήναις τῇ 21 Μαΐου 1924. ΟΙ ΣΥΓΓΕΝΕΙΣ (10, 1015, 295, 1053)
exchange-row (801, 414, 1074, 426)
subscriptions-table (10, 189, 295, 231)
loan-row (553, 239, 793, 251)
table-cell: Λαρίσσης (555, 287, 605, 298)
table-cell: Μελετικὰ (555, 323, 605, 334)
bulletin-date: Κλείσιμον 20ῆς Μαΐου (614, 200, 732, 211)
table-cell: Πανελ. Ἀμφισ. (687, 287, 762, 298)
market-paragraph: Τραπεζιτικαὶ.—Αἱ μετοχαὶ τῆς Ἐθνικῆς Τραπέζης ἐπωλήθησαν πρὸς 27.000, αἱ δὲ τῆς Τραπέζης Ἀθηνῶν πρὸς 423. Τῆς Ἐμπορικῆς αἱ πράξεις ἐγένοντο εἰς 890 καὶ τῆς Ἐθνικῆς Κτηματικῆς εἰς 2655. (553, 768, 793, 832)
